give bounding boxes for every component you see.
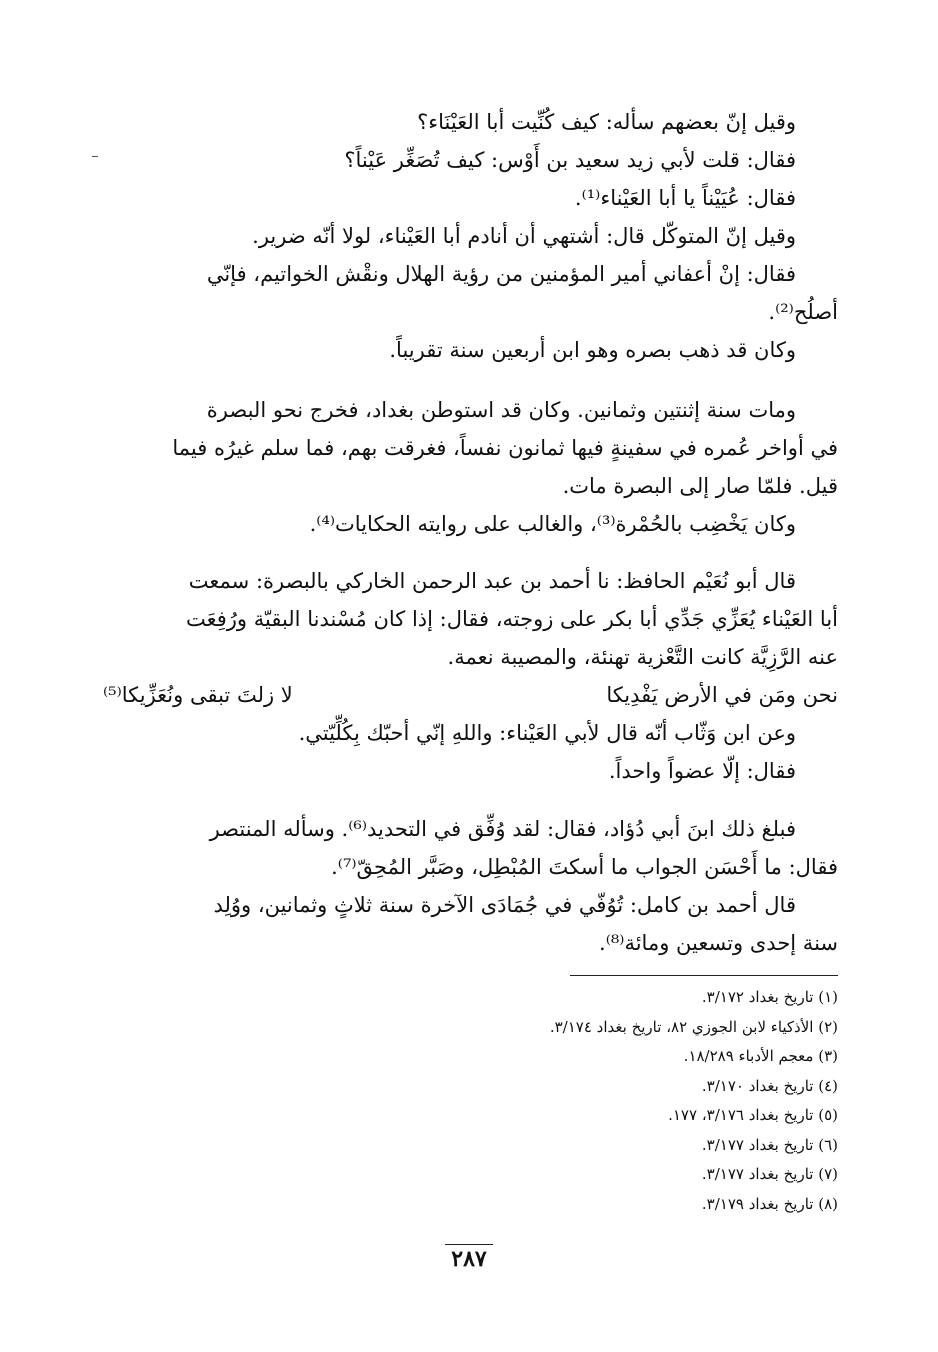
text-line: قال أبو نُعَيْم الحافظ: نا أحمد بن عبد الرحمن الخاركي بالبصرة: سمعت (188, 569, 796, 593)
footnote: (٢) الأذكياء لابن الجوزي ٨٢، تاريخ بغداد ٣/١٧٤. (549, 1017, 838, 1036)
scan-speck (92, 156, 98, 157)
footnote: (٤) تاريخ بغداد ٣/١٧٠. (701, 1076, 838, 1095)
text-line: سنة إحدى وتسعين ومائة⁽⁸⁾. (599, 931, 838, 955)
text-line: فقال: عُيَيْناً يا أبا العَيْناء⁽¹⁾. (574, 186, 796, 210)
main-text-part-2 (103, 391, 838, 543)
verse-first-hemistich: نحن ومَن في الأرض يَفْدِيكا (606, 683, 838, 707)
text-line: وقيل إنّ بعضهم سأله: كيف كُنِّيت أبا العَيْنَاء؟ (417, 110, 796, 134)
poetry-verse (103, 676, 838, 714)
text-line: فقال: إنْ أعفاني أمير المؤمنين من رؤية الهلال ونقْش الخواتيم، فإنّي (206, 262, 796, 286)
page-number-text: ٢٨٧ (445, 1244, 492, 1273)
footnote: (٨) تاريخ بغداد ٣/١٧٩. (701, 1194, 838, 1213)
text-line: فقال: إلّا عضواً واحداً. (608, 759, 796, 783)
footnote: (١) تاريخ بغداد ٣/١٧٢. (701, 988, 838, 1006)
text-line: قال أحمد بن كامل: تُوُفّي في جُمَادَى الآخرة سنة ثلاثٍ وثمانين، ووُلِد (213, 893, 796, 917)
footnote: (٥) تاريخ بغداد ٣/١٧٦، ١٧٧. (668, 1106, 838, 1124)
text-line: وكان يَخْضِب بالحُمْرة⁽³⁾، والغالب على روايته الحكايات⁽⁴⁾. (309, 512, 796, 536)
verse-second-hemistich: لا زلتَ تبقى ونُعَزِّيكا⁽⁵⁾ (103, 683, 293, 707)
footnotes (338, 983, 838, 1219)
text-line: وقيل إنّ المتوكّل قال: أشتهي أن أنادم أبا العَيْناء، لولا أنّه ضرير. (252, 224, 796, 248)
text-line: فقال: ما أَحْسَن الجواب ما أسكتَ المُبْطِل، وصَبَّر المُحِقّ⁽⁷⁾. (331, 855, 838, 879)
text-line: في أواخر عُمره في سفينةٍ فيها ثمانون نفساً، فغرقت بهم، فما سلم غيرُه فيما (172, 436, 838, 460)
text-line: وكان قد ذهب بصره وهو ابن أربعين سنة تقريباً. (389, 338, 796, 362)
footnote: (٦) تاريخ بغداد ٣/١٧٧. (701, 1135, 838, 1154)
footnote-divider (570, 975, 838, 976)
page-number (0, 1244, 938, 1273)
text-line: أبا العَيْناء يُعَزِّي جَدِّي أبا بكر على زوجته، فقال: إذا كان مُسْندنا البقيّة ورُفِعَت (185, 607, 838, 631)
text-line: فبلغ ذلك ابنَ أبي دُؤاد، فقال: لقد وُفِّق في التحديد⁽⁶⁾. وسأله المنتصر (209, 817, 796, 841)
text-line: وعن ابن وَثّاب أنّه قال لأبي العَيْناء: واللهِ إنّي أحبّك بِكُلِّيّتي. (298, 721, 796, 745)
text-line: قيل. فلمّا صار إلى البصرة مات. (562, 474, 838, 498)
main-text-part-4 (103, 810, 838, 962)
text-line: ومات سنة إثنتين وثمانين. وكان قد استوطن بغداد، فخرج نحو البصرة (206, 398, 796, 422)
footnote: (٣) معجم الأدباء ١٨/٢٨٩. (683, 1047, 838, 1065)
text-line: أصلُح⁽²⁾. (768, 300, 838, 324)
footnote: (٧) تاريخ بغداد ٣/١٧٧. (701, 1165, 838, 1183)
main-text-part-1 (103, 103, 838, 369)
text-line: فقال: قلت لأبي زيد سعيد بن أَوْس: كيف تُصَغِّر عَيْناً؟ (344, 148, 796, 172)
text-line: عنه الرَّزِيَّة كانت التَّعْزية تهنئة، والمصيبة نعمة. (447, 645, 838, 669)
main-text-part-3 (103, 562, 838, 790)
